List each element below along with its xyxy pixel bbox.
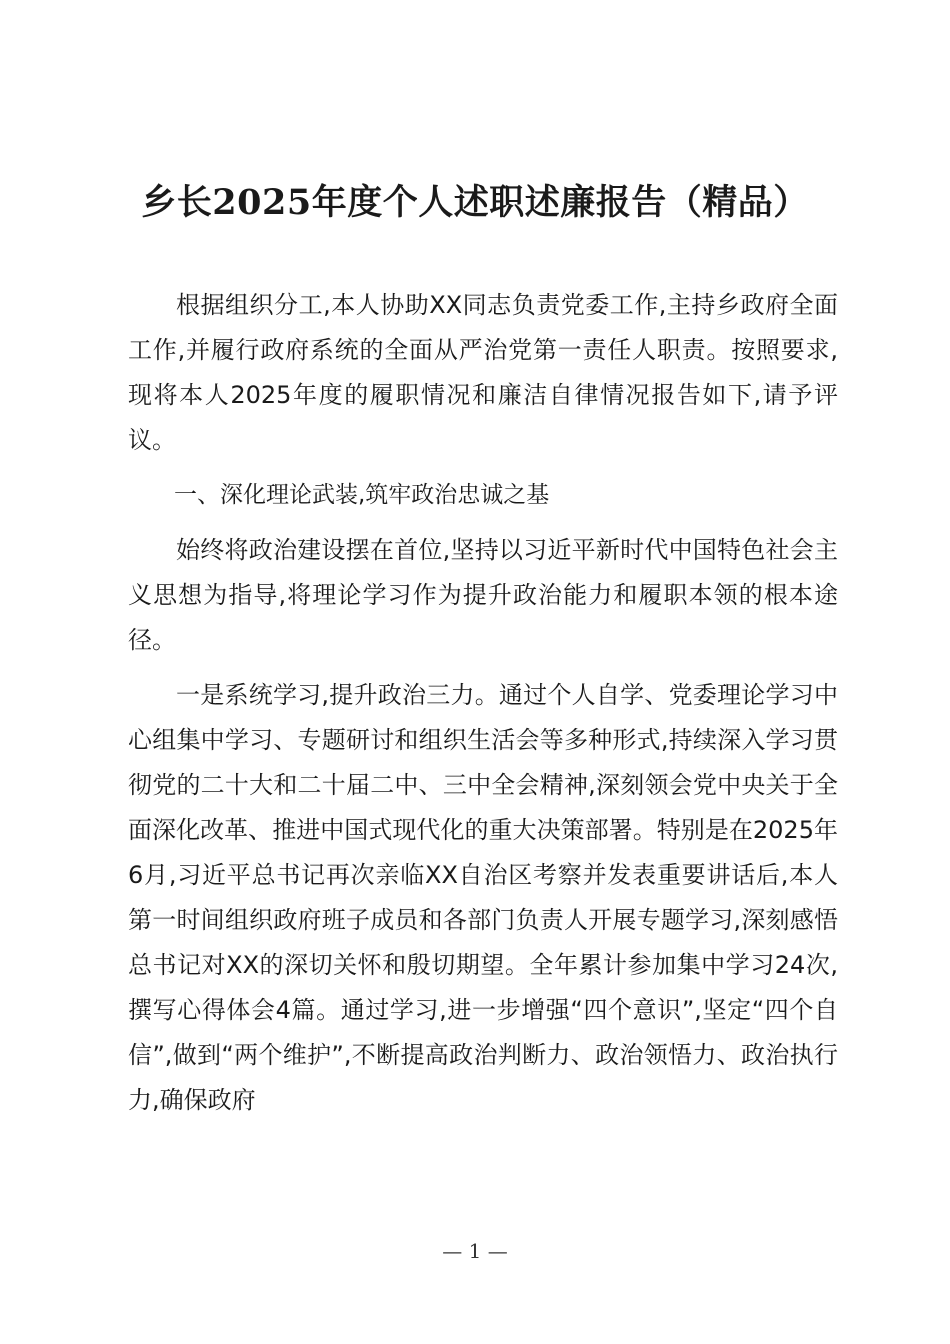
document-body	[128, 283, 838, 1133]
page-number: — 1 —	[442, 1239, 508, 1263]
section-heading: 一、深化理论武装,筑牢政治忠诚之基	[174, 482, 550, 508]
intro-paragraph: 根据组织分工,本人协助XX同志负责党委工作,主持乡政府全面工作,并履行政府系统的全面从严治党第一责任人职责。按照要求,现将本人2025年度的履职情况和廉洁自律情况报告如下,请予评议。	[128, 291, 838, 454]
document-title: 乡长2025年度个人述职述廉报告（精品）	[141, 182, 809, 223]
body-paragraph: 始终将政治建设摆在首位,坚持以习近平新时代中国特色社会主义思想为指导,将理论学习作为提升政治能力和履职本领的根本途径。	[128, 536, 838, 654]
body-paragraph: 一是系统学习,提升政治三力。通过个人自学、党委理论学习中心组集中学习、专题研讨和组织生活会等多种形式,持续深入学习贯彻党的二十大和二十届二中、三中全会精神,深刻领会党中央关于全面深化改革、推进中国式现代化的重大决策部署。特别是在2025年6月,习近平总书记再次亲临XX自治区考察并发表重要讲话后,本人第一时间组织政府班子成员和各部门负责人开展专题学习,深刻感悟总书记对XX的深切关怀和殷切期望。全年累计参加集中学习24次,撰写心得体会4篇。通过学习,进一步增强“四个意识”,坚定“四个自信”,做到“两个维护”,不断提高政治判断力、政治领悟力、政治执行力,确保政府	[128, 681, 838, 1114]
